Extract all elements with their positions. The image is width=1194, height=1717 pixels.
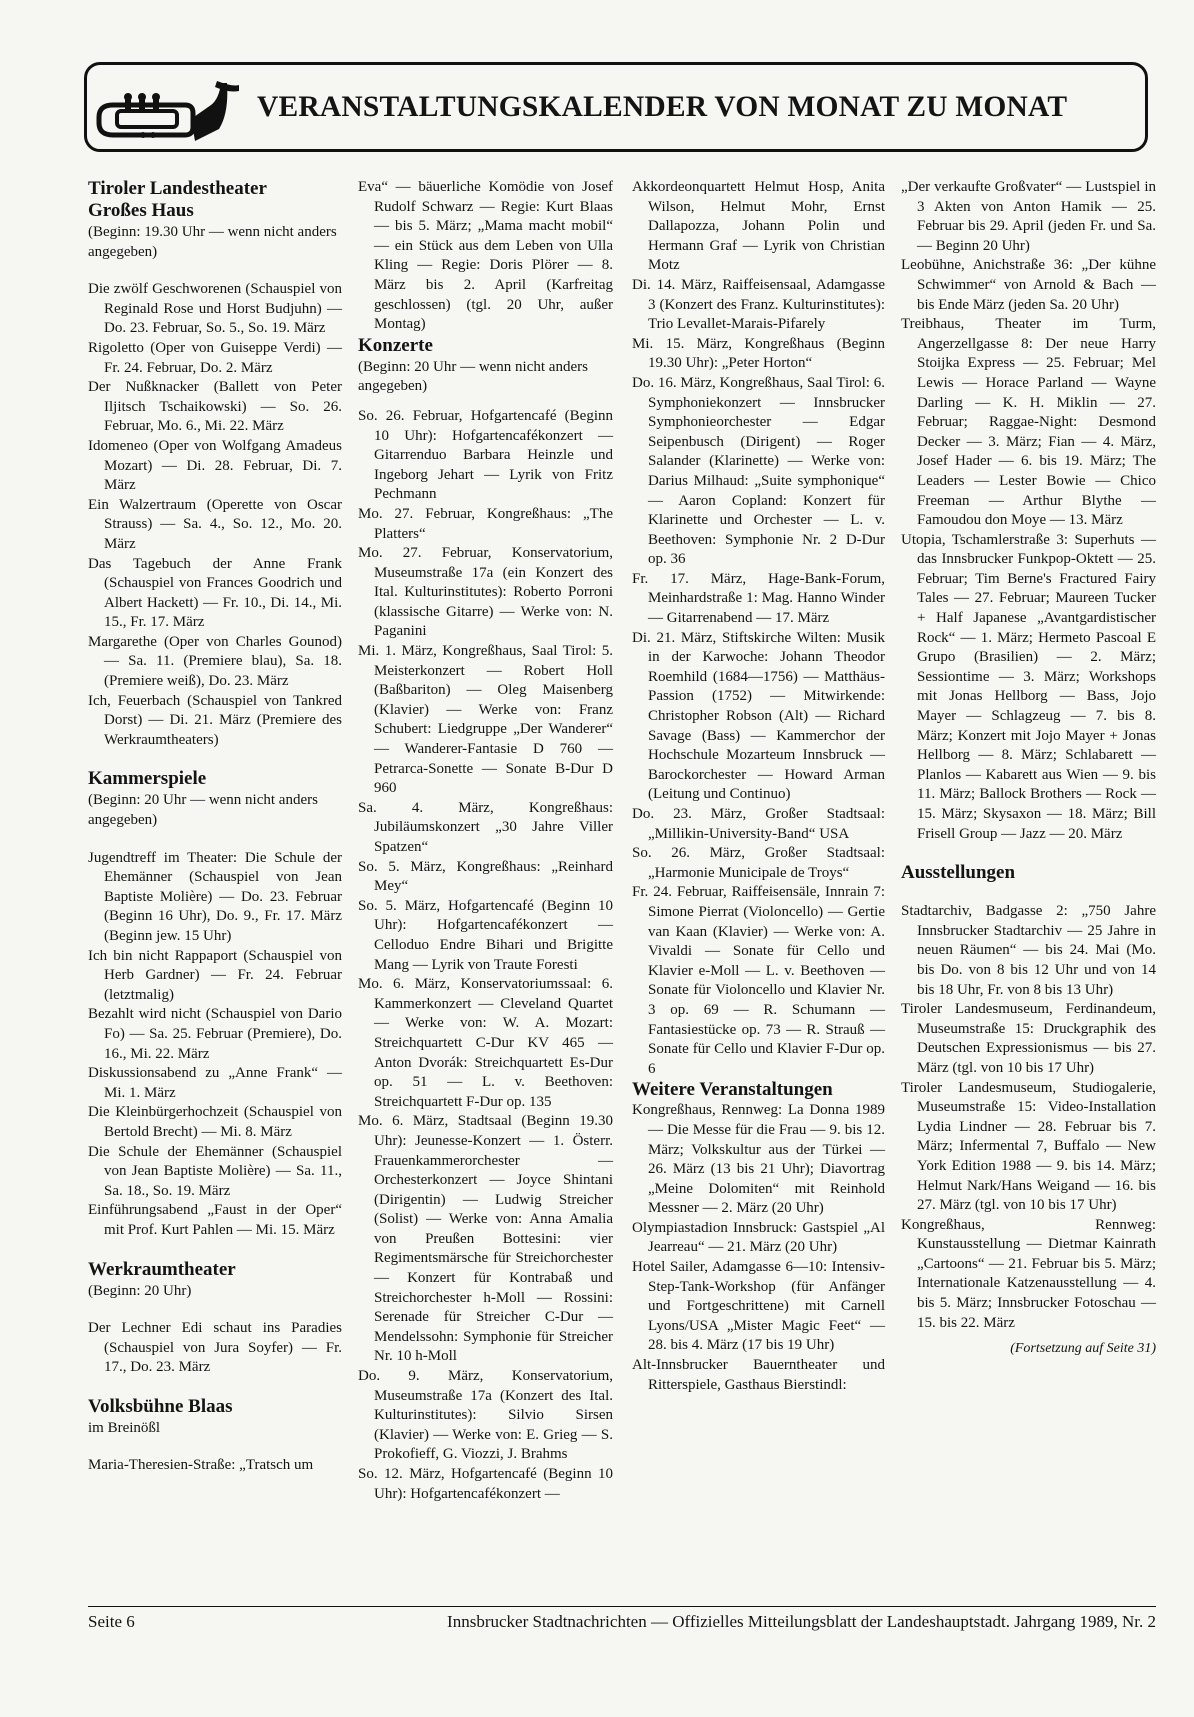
footer-divider [88, 1606, 1156, 1607]
page-title: VERANSTALTUNGSKALENDER VON MONAT ZU MONAT [257, 91, 1068, 123]
list-item: Olympiastadion Innsbruck: Gastspiel „Al Jearreau“ — 21. März (20 Uhr) [632, 1219, 885, 1256]
list-item: Di. 14. März, Raiffeisensaal, Adamgasse 3 (Konzert des Franz. Kulturinstitutes): Trio Levallet-Marais-Pifarely [632, 276, 885, 333]
section-title: Kammerspiele [88, 768, 207, 790]
list-item: Eva“ — bäuerliche Komödie von Josef Rudolf Schwarz — Regie: Kurt Blaas — bis 5. März; „Mama macht mobil“ — ein Stück aus dem Leben von Ulla Kling — Regie: Doris Plörer — 8. März bis 2. April (Karfreitag geschlossen) (tgl. 20 Uhr, außer Montag) [358, 179, 613, 333]
list-item: Mi. 15. März, Kongreßhaus (Beginn 19.30 Uhr): „Peter Horton“ [632, 335, 885, 372]
list-item: Fr. 24. Februar, Raiffeisensäle, Innrain 7: Simone Pierrat (Violoncello) — Gertie van Kaan (Klavier) — Werke von: A. Vivaldi — Sonate für Cello und Klavier e-Moll — L. v. Beethoven — Sonate für Violoncello und Klavier Nr. 3 op. 69 — R. Schumann — Fantasiestücke op. 73 — R. Strauß — Sonate für Cello und Klavier F-Dur op. 6 [632, 884, 885, 1077]
list-item: Bezahlt wird nicht (Schauspiel von Dario Fo) — Sa. 25. Februar (Premiere), Do. 16., Mi. 22. März [88, 1006, 342, 1062]
list-item: Utopia, Tschamlerstraße 3: Superhuts — das Innsbrucker Funkpop-Oktett — 25. Februar; Tim Berne's Fractured Fairy Tales — 27. Februar; Maureen Tucker + Half Japanese „Avantgardistischer Rock“ — 1. März; Hermeto Pascoal E Grupo (Brasilien) — 2. März; Sessiontime — 3. März; Workshops mit Jonas Hellborg — Bass, Jojo Mayer — Schlagzeug — 7. bis 8. März; Konzert mit Jojo Mayer + Jonas Hellborg — 8. März; Schlabarett — Planlos — Kabarett aus Wien — 9. bis 11. März; Ballock Brothers — Rock — 15. März; Skysaxon — 18. März; Bill Frisell Group — Jazz — 20. März [901, 531, 1156, 842]
section-title: Ausstellungen [901, 862, 1016, 884]
column-3 [632, 178, 885, 1395]
list-item: Maria-Theresien-Straße: „Tratsch um [88, 1457, 314, 1474]
list-item: Sa. 4. März, Kongreßhaus: Jubiläumskonzert „30 Jahre Viller Spatzen“ [358, 799, 613, 855]
list-item: Mi. 1. März, Kongreßhaus, Saal Tirol: 5. Meisterkonzert — Robert Holl (Baßbariton) — Oleg Maisenberg (Klavier) — Werke von: Franz Schubert: Liedgruppe „Der Wanderer“ — Wanderer-Fantasie D 760 — Petrarca-Sonette — Sonate B-Dur D 960 [358, 643, 613, 797]
list-item: Leobühne, Anichstraße 36: „Der kühne Schwimmer“ von Arnold & Bach — bis Ende März (jeden Sa. 20 Uhr) [901, 257, 1156, 313]
section-title: Weitere Veranstaltungen [632, 1079, 833, 1101]
list-item: Alt-Innsbrucker Bauerntheater und Ritterspiele, Gasthaus Bierstindl: [632, 1357, 885, 1393]
list-item: Das Tagebuch der Anne Frank (Schauspiel von Frances Goodrich und Albert Hackett) — Fr. 10., Di. 14., Mi. 15., Fr. 17. März [88, 555, 342, 631]
list-item: Mo. 27. Februar, Konservatorium, Museumstraße 17a (ein Konzert des Ital. Kulturinstitutes): Roberto Porroni (klassische Gitarre) — Werke von: N. Paganini [358, 545, 613, 640]
list-item: So. 26. März, Großer Stadtsaal: „Harmonie Municipale de Troys“ [632, 845, 885, 881]
list-item: Do. 23. März, Großer Stadtsaal: „Millikin-University-Band“ USA [632, 806, 885, 842]
list-item: Ich bin nicht Rappaport (Schauspiel von Herb Gardner) — Fr. 24. Februar (letztmalig) [88, 947, 342, 1003]
section-note: (Beginn: 20 Uhr) [88, 1282, 192, 1299]
list-item: Ich, Feuerbach (Schauspiel von Tankred Dorst) — Di. 21. März (Premiere des Werkraumtheaters) [88, 692, 342, 748]
page-number: Seite 6 [88, 1612, 135, 1631]
list-item: Jugendtreff im Theater: Die Schule der Ehemänner (Schauspiel von Jean Baptiste Molière) — Do. 23. Februar (Beginn 16 Uhr), Do. 9., Fr. 17. März (Beginn jew. 15 Uhr) [88, 849, 342, 944]
section-title: Volksbühne Blaas [88, 1395, 233, 1417]
list-item: Der Lechner Edi schaut ins Paradies (Schauspiel von Jura Soyfer) — Fr. 17., Do. 23. März [88, 1320, 342, 1376]
list-item: Mo. 6. März, Stadtsaal (Beginn 19.30 Uhr): Jeunesse-Konzert — 1. Österr. Frauenkammerorchester — Orchesterkonzert — Joyce Shintani (Dirigentin) — Ludwig Streicher (Solist) — Werke von: Anna Amalia von Preußen Bottesini: vier Regimentsmärsche für Streichorchester — Konzert für Kontrabaß und Streichorchester h-Moll — Rossini: Serenade für Streicher C-Dur — Mendelssohn: Symphonie für Streicher Nr. 10 h-Moll [358, 1113, 613, 1365]
list-item: Kongreßhaus, Rennweg: Kunstausstellung — Dietmar Kainrath „Cartoons“ — 21. Februar bis 5. März; Internationale Katzenausstellung — 4. bis 5. März; Innsbrucker Fotoschau — 15. bis 22. März [901, 1216, 1156, 1331]
list-item: Der Nußknacker (Ballett von Peter Iljitsch Tschaikowski) — So. 26. Februar, Mo. 6., Mi. 22. März [88, 379, 342, 435]
list-item: Do. 9. März, Konservatorium, Museumstraße 17a (Konzert des Ital. Kulturinstitutes): Silvio Sirsen (Klavier) — Werke von: E. Grieg — S. Prokofieff, G. Viozzi, J. Brahms [358, 1368, 613, 1463]
section-title: Konzerte [358, 334, 433, 356]
column-2 [358, 178, 613, 1504]
list-item: Kongreßhaus, Rennweg: La Donna 1989 — Die Messe für die Frau — 9. bis 12. März; Volkskultur aus der Türkei — 26. März (13 bis 21 Uhr); Diavortrag „Meine Dolomiten“ mit Reinhold Messner — 2. März (20 Uhr) [632, 1102, 885, 1217]
continued-note: (Fortsetzung auf Seite 31) [1010, 1341, 1156, 1357]
list-item: „Der verkaufte Großvater“ — Lustspiel in 3 Akten von Anton Hamik — 25. Februar bis 29. April (jeden Fr. und Sa. — Beginn 20 Uhr) [901, 179, 1156, 254]
list-item: Die Schule der Ehemänner (Schauspiel von Jean Baptiste Molière) — Sa. 11., Sa. 18., So. 19. März [88, 1143, 342, 1199]
page-footer [88, 1610, 1156, 1634]
list-item: Tiroler Landesmuseum, Studiogalerie, Museumstraße 15: Video-Installation Lydia Lindner — 28. Februar bis 7. März; Infermental 7, Buffalo — New York Edition 1988 — 9. bis 14. März; Helmut Nark/Hans Weigand — 16. bis 27. März (tgl. von 10 bis 17 Uhr) [901, 1079, 1156, 1214]
list-item: Do. 16. März, Kongreßhaus, Saal Tirol: 6. Symphoniekonzert — Innsbrucker Symphonieorchester — Edgar Seipenbusch (Dirigent) — Roger Salander (Klarinette) — Werke von: Darius Milhaud: „Suite symphonique“ — Aaron Copland: Konzert für Klarinette und Orchester — L. v. Beethoven: Symphonie Nr. 2 D-Dur op. 36 [632, 374, 885, 568]
list-item: Di. 21. März, Stiftskirche Wilten: Musik in der Karwoche: Johann Theodor Roemhild (1684—1756) — Matthäus-Passion (1752) — Mitwirkende: Christopher Robson (Alt) — Richard Savage (Bass) — Kammerchor der Hochschule Mozarteum Innsbruck — Barockorchester — Howard Arman (Leitung und Continuo) [632, 629, 885, 803]
list-item: Ein Walzertraum (Operette von Oscar Strauss) — Sa. 4., So. 12., Mo. 20. März [88, 496, 342, 552]
list-item: Einführungsabend „Faust in der Oper“ mit Prof. Kurt Pahlen — Mi. 15. März [88, 1202, 342, 1238]
list-item: So. 26. Februar, Hofgartencafé (Beginn 10 Uhr): Hofgartencafékonzert — Gitarrenduo Barbara Heinzle und Ingeborg Jehart — Lyrik von Fritz Pechmann [358, 407, 613, 503]
list-item: Mo. 27. Februar, Kongreßhaus: „The Platters“ [358, 505, 613, 542]
list-item: Die Kleinbürgerhochzeit (Schauspiel von Bertold Brecht) — Mi. 8. März [88, 1104, 342, 1140]
tuba-icon [95, 73, 245, 147]
section-note: im Breinößl [88, 1419, 161, 1436]
section-note: (Beginn: 19.30 Uhr — wenn nicht anders angegeben) [88, 224, 337, 260]
list-item: Mo. 6. März, Konservatoriumssaal: 6. Kammerkonzert — Cleveland Quartet — Werke von: W. A. Mozart: Streichquartett C-Dur KV 465 — Anton Dvorák: Streichquartett Es-Dur op. 51 — L. v. Beethoven: Streichquartett F-Dur op. 135 [358, 976, 613, 1110]
list-item: So. 5. März, Hofgartencafé (Beginn 10 Uhr): Hofgartencafékonzert — Celloduo Endre Bihari und Brigitte Mang — Lyrik von Traute Foresti [358, 897, 613, 973]
list-item: Rigoletto (Oper von Guiseppe Verdi) — Fr. 24. Februar, Do. 2. März [88, 339, 342, 376]
list-item: Idomeneo (Oper von Wolfgang Amadeus Mozart) — Di. 28. Februar, Di. 7. März [88, 437, 342, 494]
section-subtitle: Großes Haus [88, 200, 194, 221]
list-item: Margarethe (Oper von Charles Gounod) — Sa. 11. (Premiere blau), Sa. 18. (Premiere weiß), Do. 23. März [88, 633, 342, 690]
column-1 [88, 178, 342, 1476]
list-item: So. 5. März, Kongreßhaus: „Reinhard Mey“ [358, 858, 613, 895]
list-item: Tiroler Landesmuseum, Ferdinandeum, Museumstraße 15: Druckgraphik des Deutschen Expressionismus — bis 27. März (tgl. von 10 bis 17 Uhr) [901, 1001, 1156, 1076]
list-item: Fr. 17. März, Hage-Bank-Forum, Meinhardstraße 1: Mag. Hanno Winder — Gitarrenabend — 17. März [632, 570, 885, 627]
section-title: Werkraumtheater [88, 1258, 236, 1280]
calendar-header [84, 62, 1148, 152]
section-note: (Beginn: 20 Uhr — wenn nicht anders angegeben) [358, 358, 588, 395]
list-item: Diskussionsabend zu „Anne Frank“ — Mi. 1. März [88, 1065, 342, 1101]
column-4 [901, 178, 1156, 1357]
section-title: Tiroler Landestheater [88, 178, 267, 199]
section-note: (Beginn: 20 Uhr — wenn nicht anders angegeben) [88, 792, 318, 829]
publication-info: Innsbrucker Stadtnachrichten — Offizielles Mitteilungsblatt der Landeshauptstadt. Jahrgang 1989, Nr. 2 [447, 1612, 1156, 1631]
list-item: Hotel Sailer, Adamgasse 6—10: Intensiv-Step-Tank-Workshop (für Anfänger und Fortgeschrittene) mit Carnell Lyons/USA „Mister Magic Feet“ — 28. bis 4. März (17 bis 19 Uhr) [632, 1259, 885, 1354]
list-item: Stadtarchiv, Badgasse 2: „750 Jahre Innsbrucker Stadtarchiv — 25 Jahre in neuen Räumen“ — bis 24. Mai (Mo. bis Do. von 8 bis 12 Uhr und von 14 bis 18 Uhr, Fr. von 8 bis 13 Uhr) [901, 903, 1156, 998]
list-item: So. 12. März, Hofgartencafé (Beginn 10 Uhr): Hofgartencafékonzert — [358, 1466, 613, 1502]
list-item: Die zwölf Geschworenen (Schauspiel von Reginald Rose und Horst Budjuhn) — Do. 23. Februar, So. 5., So. 19. März [88, 281, 342, 337]
list-item: Akkordeonquartett Helmut Hosp, Anita Wilson, Helmut Mohr, Ernst Dallapozza, Johann Polin und Hermann Graf — Lyrik von Christian Motz [632, 179, 885, 274]
list-item: Treibhaus, Theater im Turm, Angerzellgasse 8: Der neue Harry Stoijka Express — 25. Februar; Mel Lewis — Horace Parland — Wayne Darling — K. H. Miklin — 27. Februar; Raggae-Night: Desmond Decker — 3. März; Fian — 4. März, Josef Hader — 6. bis 19. März; The Leaders — Lester Bowie — Chico Freeman — Arthur Blythe — Famoudou don Moye — 13. März [901, 316, 1156, 529]
